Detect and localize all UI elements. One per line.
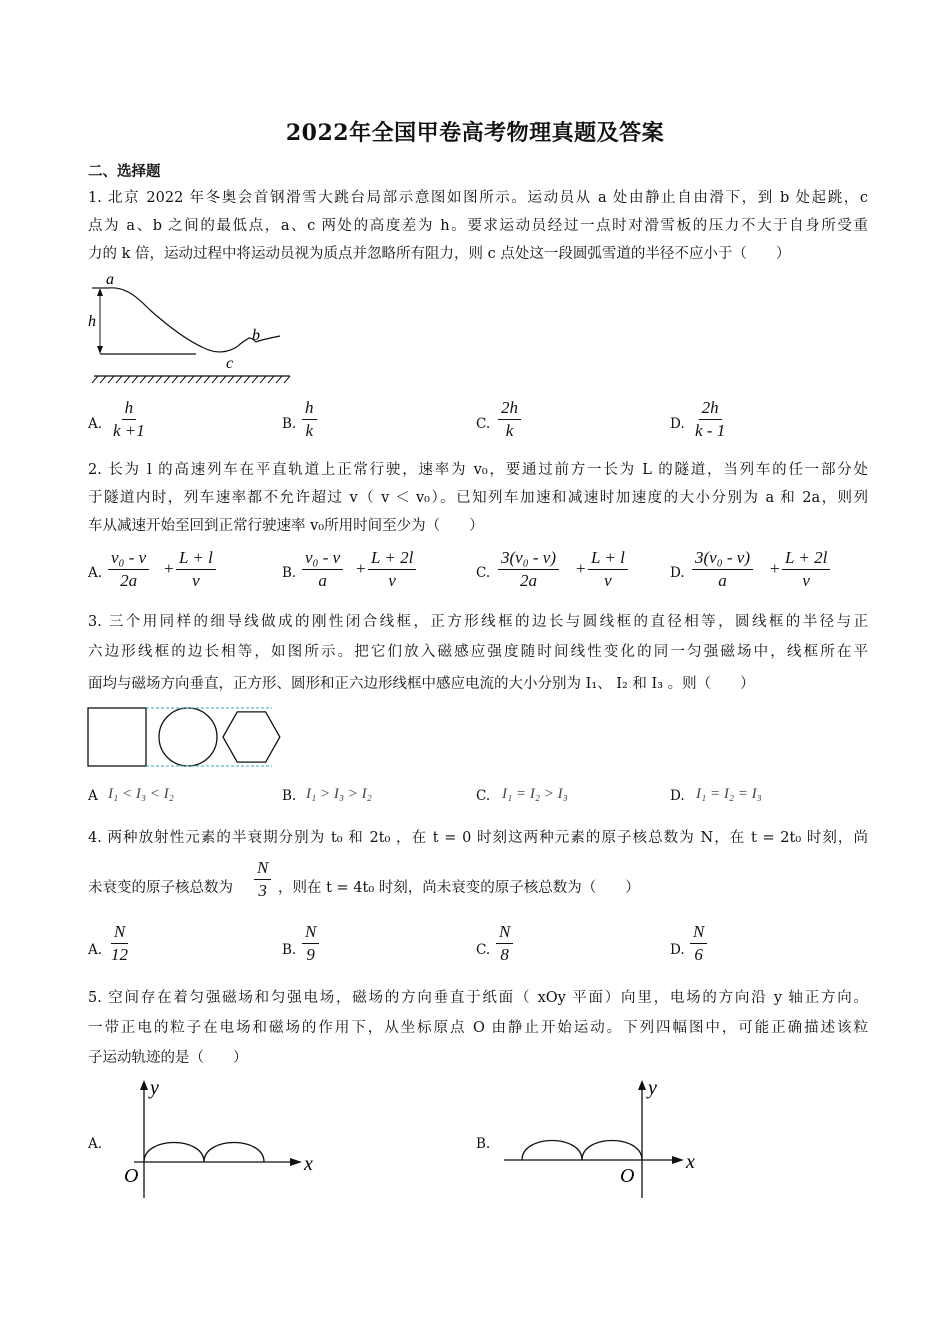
q4-option-a-label: A.	[88, 942, 103, 958]
q4-option-a[interactable]	[108, 922, 131, 965]
q1-option-c-label: C.	[476, 416, 491, 432]
q2-line-1: 2. 长为 l 的高速列车在平直轨道上正常行驶，速率为 v₀，要通过前方一长为 L 的隧道，当列车的任一部分处	[88, 462, 868, 478]
q2-c-den2: v	[604, 571, 612, 590]
q1-d-den: k - 1	[695, 421, 726, 440]
q3-wire-frames-figure	[86, 704, 286, 770]
q4-b-num: N	[302, 922, 319, 944]
q5-b-origin-label: O	[620, 1165, 635, 1187]
q4-inline-fraction	[254, 858, 271, 901]
q5-a-y-label: y	[150, 1077, 159, 1099]
q1-label-c: c	[226, 355, 234, 372]
q3-option-c-label: C.	[476, 788, 491, 804]
q2-option-d-label: D.	[670, 565, 685, 581]
q2-b-den2: v	[388, 571, 396, 590]
q1-d-num: 2h	[699, 398, 722, 420]
q2-option-c-label: C.	[476, 565, 491, 581]
q1-c-num: 2h	[498, 398, 521, 420]
q1-option-c[interactable]	[498, 398, 521, 441]
q1-line-1: 1. 北京 2022 年冬奥会首钢滑雪大跳台局部示意图如图所示。运动员从 a 处由静止自由滑下，到 b 处起跳，c	[88, 190, 868, 206]
q1-ski-slope-figure	[86, 268, 296, 388]
q2-line-3: 车从减速开始至回到正常行驶速率 v₀所用时间至少为（ ）	[88, 518, 484, 534]
q1-option-b-label: B.	[282, 416, 297, 432]
q5-option-a-label: A.	[88, 1136, 103, 1152]
q5-option-b-label: B.	[476, 1136, 491, 1152]
q4-option-b[interactable]	[302, 922, 319, 965]
q1-label-h: h	[88, 313, 96, 330]
q3-line-2: 六边形线框的边长相等，如图所示。把它们放入磁感应强度随时间线性变化的同一匀强磁场中，线框所在平	[88, 644, 868, 660]
q4-d-num: N	[690, 922, 707, 944]
q4-inline-num: N	[254, 858, 271, 880]
q4-option-d-label: D.	[670, 942, 685, 958]
q1-option-a[interactable]	[110, 398, 148, 441]
q2-c-den1: 2a	[519, 571, 537, 590]
q1-label-b: b	[252, 327, 260, 344]
q2-b-plus: +	[356, 559, 366, 578]
q4-option-d[interactable]	[690, 922, 707, 965]
q2-d-den1: a	[718, 571, 727, 590]
q2-line-2: 于隧道内时，列车速率都不允许超过 v（ v ＜ v₀）。已知列车加速和减速时加速度的大小分别为 a 和 2a，则列	[88, 490, 868, 506]
q1-b-num: h	[302, 398, 317, 420]
q2-option-b-label: B.	[282, 565, 297, 581]
q3-option-b-label: B.	[282, 788, 297, 804]
q2-c-num1: 3(v₀ - v)	[498, 548, 559, 570]
q4-option-c[interactable]	[496, 922, 513, 965]
q4-c-num: N	[496, 922, 513, 944]
page-title: 2022年全国甲卷高考物理真题及答案	[285, 120, 665, 146]
q2-b-frac-2	[368, 548, 416, 591]
q2-d-num2: L + 2l	[782, 548, 830, 570]
q2-a-frac-1	[108, 548, 149, 591]
q3-square-frame	[88, 708, 146, 766]
q1-option-d-label: D.	[670, 416, 685, 432]
q1-a-den: k +1	[113, 421, 145, 440]
q3-line-3: 面均与磁场方向垂直，正方形、圆形和正六边形线框中感应电流的大小分别为 I₁、 I₂ 和 I₃ 。则（ ）	[88, 676, 755, 692]
q4-b-den: 9	[306, 945, 315, 964]
q2-d-frac-1	[692, 548, 753, 591]
q1-b-den: k	[305, 421, 314, 440]
q2-a-frac-2	[176, 548, 216, 591]
q2-d-den2: v	[802, 571, 810, 590]
q2-b-num2: L + 2l	[368, 548, 416, 570]
q5-a-origin-label: O	[124, 1165, 139, 1187]
q2-a-den2: v	[192, 571, 200, 590]
q5-line-1: 5. 空间存在着匀强磁场和匀强电场，磁场的方向垂直于纸面（ xOy 平面）向里，电场的方向沿 y 轴正方向。	[88, 990, 868, 1006]
q5-line-2: 一带正电的粒子在电场和磁场的作用下，从坐标原点 O 由静止开始运动。下列四幅图中，可能正确描述该粒	[88, 1020, 868, 1036]
q5-option-b-trajectory[interactable]	[500, 1078, 700, 1202]
q5-a-x-label: x	[304, 1153, 313, 1175]
q4-a-num: N	[111, 922, 128, 944]
q3-option-d[interactable]: I₁ = I₂ = I₃	[696, 786, 762, 802]
q1-option-d[interactable]	[692, 398, 728, 441]
q2-a-num1: v₀ - v	[108, 548, 149, 570]
q5-b-y-label: y	[648, 1077, 657, 1099]
q1-line-3: 力的 k 倍，运动过程中将运动员视为质点并忽略所有阻力，则 c 点处这一段圆弧雪道的半径不应小于（ ）	[88, 246, 791, 262]
q4-line-2b: ，则在 t = 4t₀ 时刻，尚未衰变的原子核总数为（ ）	[278, 880, 640, 896]
q2-a-den1: 2a	[120, 571, 138, 590]
q2-c-frac-1	[498, 548, 559, 591]
q3-option-d-label: D.	[670, 788, 685, 804]
q2-b-num1: v₀ - v	[302, 548, 343, 570]
section-heading: 二、选择题	[88, 163, 161, 180]
q5-line-3: 子运动轨迹的是（ ）	[88, 1050, 248, 1066]
q4-d-den: 6	[694, 945, 703, 964]
q2-c-num2: L + l	[588, 548, 628, 570]
q4-line-1: 4. 两种放射性元素的半衰期分别为 t₀ 和 2t₀ ，在 t = 0 时刻这两种元素的原子核总数为 N，在 t = 2t₀ 时刻，尚	[88, 830, 868, 846]
q2-a-num2: L + l	[176, 548, 216, 570]
q5-b-x-label: x	[686, 1151, 695, 1173]
q2-d-plus: +	[770, 559, 780, 578]
q2-d-num1: 3(v₀ - v)	[692, 548, 753, 570]
q3-line-1: 3. 三个用同样的细导线做成的刚性闭合线框，正方形线框的边长与圆线框的直径相等，圆线框的半径与正	[88, 614, 868, 630]
q2-c-frac-2	[588, 548, 628, 591]
q2-b-den1: a	[318, 571, 327, 590]
q2-c-plus: +	[576, 559, 586, 578]
q4-c-den: 8	[500, 945, 509, 964]
q2-option-a-label: A.	[88, 565, 103, 581]
q3-option-a-label: A	[88, 788, 98, 804]
q1-a-num: h	[122, 398, 137, 420]
q1-label-a: a	[106, 271, 114, 288]
q4-line-2a: 未衰变的原子核总数为	[88, 880, 233, 896]
q1-option-b[interactable]	[302, 398, 317, 441]
q5-option-a-trajectory[interactable]	[120, 1078, 320, 1202]
q1-c-den: k	[505, 421, 514, 440]
q2-d-frac-2	[782, 548, 830, 591]
q4-option-c-label: C.	[476, 942, 491, 958]
q3-hexagon-frame	[223, 712, 280, 762]
q3-circle-frame	[159, 708, 217, 766]
q1-line-2: 点为 a、b 之间的最低点，a、c 两处的高度差为 h。要求运动员经过一点时对滑雪板的压力不大于自身所受重	[88, 218, 868, 234]
q3-option-b[interactable]: I₁ > I₃ > I₂	[306, 786, 372, 802]
q1-option-a-label: A.	[88, 416, 103, 432]
q4-inline-den: 3	[258, 881, 267, 900]
q2-a-plus: +	[164, 559, 174, 578]
q3-option-a[interactable]: I₁ < I₃ < I₂	[108, 786, 174, 802]
q3-option-c[interactable]: I₁ = I₂ > I₃	[502, 786, 568, 802]
q4-option-b-label: B.	[282, 942, 297, 958]
q2-b-frac-1	[302, 548, 343, 591]
q4-a-den: 12	[111, 945, 128, 964]
